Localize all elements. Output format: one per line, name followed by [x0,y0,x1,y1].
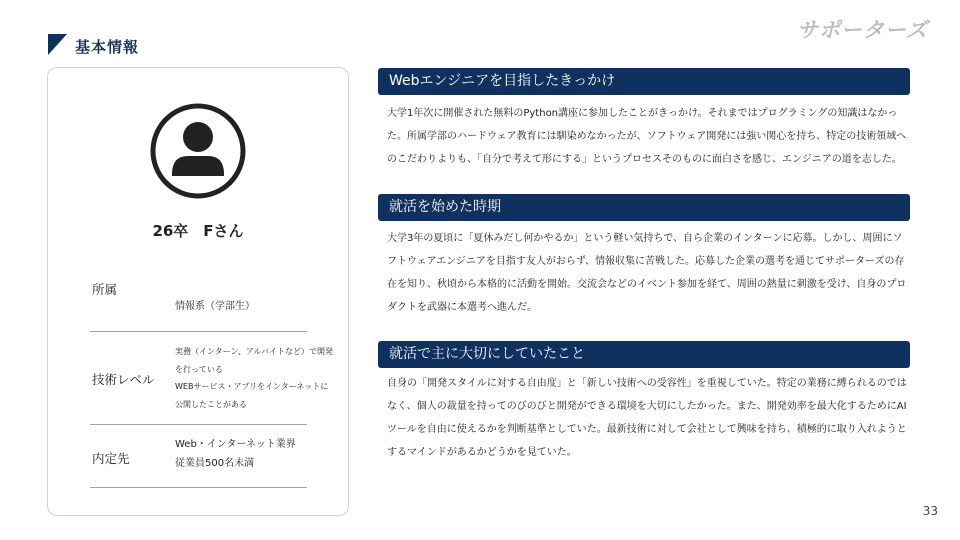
info-row-job-offer [90,425,307,488]
row-label-job-offer: 内定先 [92,451,130,466]
section-header-job-hunt-start: 就活を始めた時期 [378,194,910,221]
info-row-affiliation [90,268,307,332]
page-title: 基本情報 [75,38,140,56]
row-value-line: 情報系（学部生） [175,301,255,312]
row-value-line: WEBサービス・アプリをインターネットに [175,382,329,392]
row-label-affiliation: 所属 [92,282,118,297]
section-body-job-hunt-start: 大学3年の夏頃に「夏休みだし何かやるか」という軽い気持ちで、自ら企業のインターンに応募。しかし、周囲にソフトウェアエンジニアを目指す友人がおらず、情報収集に苦戦した。応募した企業の選考を通じてサポーターズの存在を知り、秋頃から本格的に活動を開始。交流会などのイベント参加を経て、周囲の熱量に刺激を受け、自身のプロダクトを武器に本選考へ進んだ。 [387,233,907,313]
section-header-motivation: Webエンジニアを目指したきっかけ [378,68,910,95]
profile-card [47,67,349,516]
row-value-affiliation [175,299,340,315]
info-row-tech-level [90,332,333,425]
row-value-line: Web・インターネット業界 [175,439,296,450]
row-value-line: を行っている [175,364,223,374]
row-label-tech-level: 技術レベル [92,372,155,387]
row-value-tech-level [175,343,340,413]
user-silhouette-icon [150,103,246,199]
section-body-motivation: 大学1年次に開催された無料のPython講座に参加したことがきっかけ。それまではプログラミングの知識はなかった。所属学部のハードウェア教育には馴染めなかったが、ソフトウェア開発には強い関心を持ち、特定の技術領域へのこだわりよりも、「自分で考えて形にする」というプロセスそのものに面白さを感じ、エンジニアの道を志した。 [387,108,907,165]
page-number: 33 [922,504,938,518]
section-header-priorities: 就活で主に大切にしていたこと [378,341,910,368]
header-accent-triangle [48,34,67,55]
row-value-line: 実務（インターン、アルバイトなど）で開発 [175,347,333,356]
brand-logo: サポーターズ [797,18,928,42]
row-value-line: 従業員500名未満 [175,458,255,469]
section-body-priorities: 自身の「開発スタイルに対する自由度」と「新しい技術への受容性」を重視していた。特定の業務に縛られるのではなく、個人の裁量を持ってのびのびと開発ができる環境を大切にしたかった。また、開発効率を最大化するためにAIツールを自由に使えるかを判断基準としていた。最新技術に対して会社として興味を持ち、積極的に取り入れようとするマインドがあるかどうかを見ていた。 [387,378,907,458]
row-value-job-offer [175,435,340,473]
row-value-line: 公開したことがある [175,399,247,409]
profile-name: 26卒 Fさん [152,222,244,240]
